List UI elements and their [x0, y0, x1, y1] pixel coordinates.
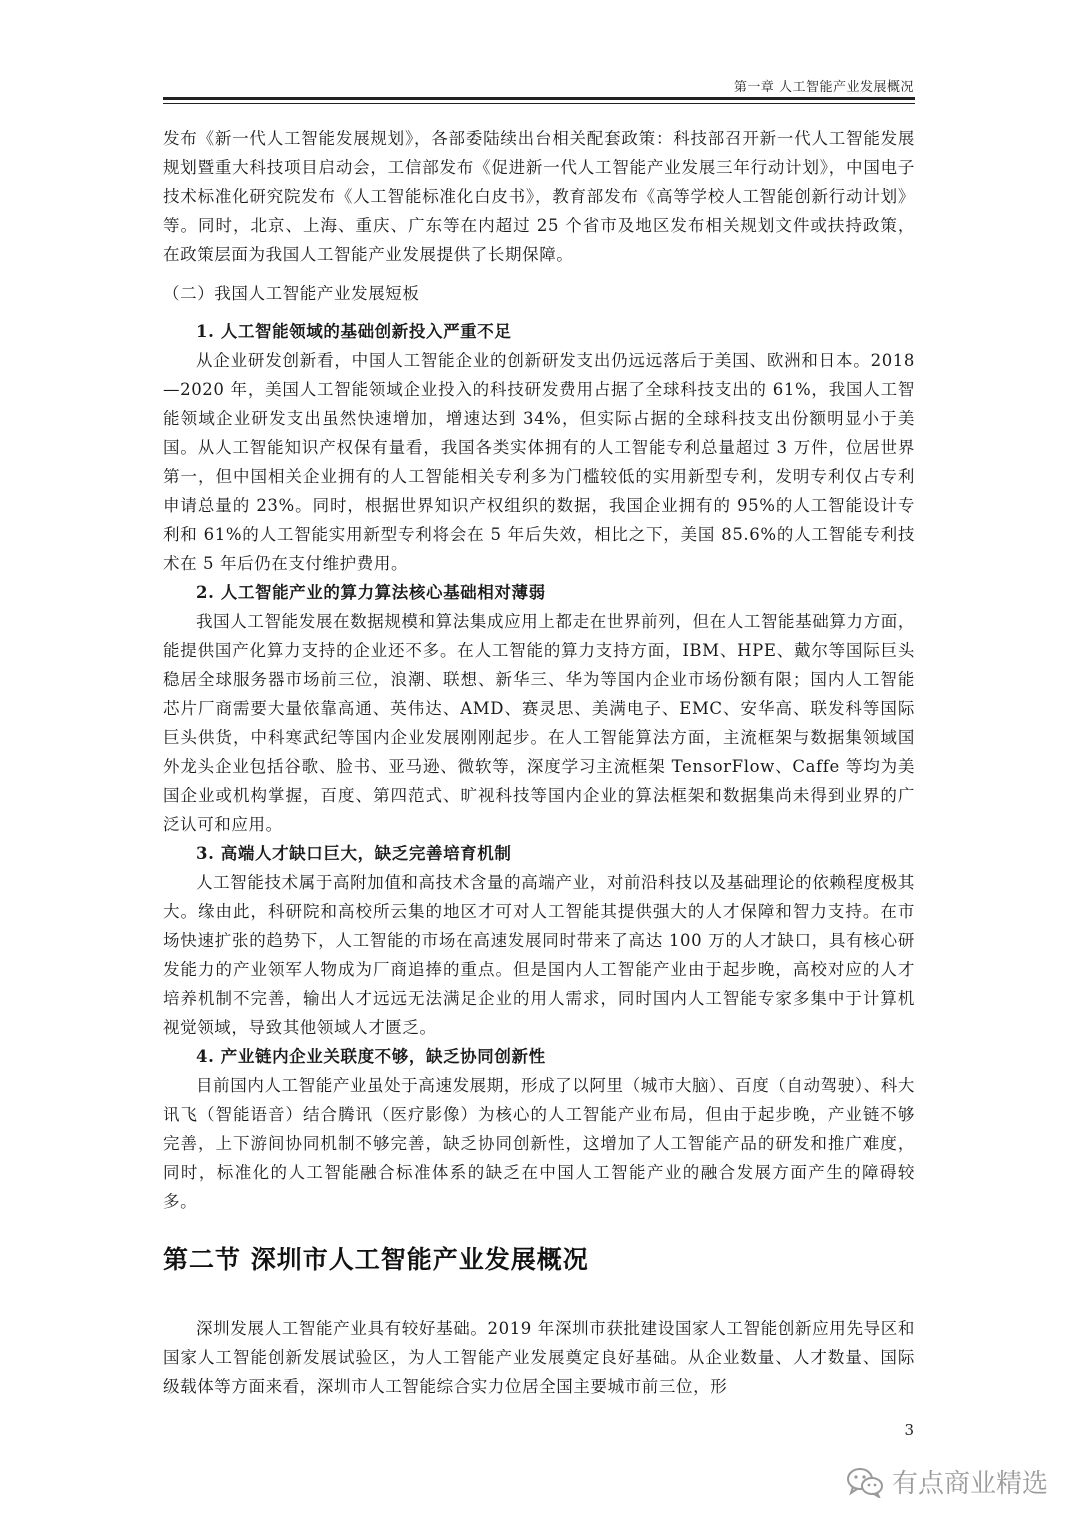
- item-heading-3: 3. 高端人才缺口巨大，缺乏完善培育机制: [196, 844, 512, 863]
- item-paragraph-1: 从企业研发创新看，中国人工智能企业的创新研发支出仍远远落后于美国、欧洲和日本。2018—2020 年，美国人工智能领域企业投入的科技研发费用占据了全球科技支出的 61%，我国人工智能领域企业研发支出虽然快速增加，增速达到 34%，但实际占据的全球科技支出份额明显小于美国。从人工智能知识产权保有量看，我国各类实体拥有的人工智能专利总量超过 3 万件，位居世界第一，但中国相关企业拥有的人工智能相关专利多为门槛较低的实用新型专利，发明专利仅占专利申请总量的 23%。同时，根据世界知识产权组织的数据，我国企业拥有的 95%的人工智能设计专利和 61%的人工智能实用新型专利将会在 5 年后失效，相比之下，美国 85.6%的人工智能专利技术在 5 年后仍在支付维护费用。: [163, 351, 915, 573]
- section-title: 第二节 深圳市人工智能产业发展概况: [163, 1245, 589, 1274]
- header-rule-thin: [163, 103, 915, 104]
- subsection-title: （二）我国人工智能产业发展短板: [163, 284, 420, 303]
- item-paragraph-4: 目前国内人工智能产业虽处于高速发展期，形成了以阿里（城市大脑）、百度（自动驾驶）、科大讯飞（智能语音）结合腾讯（医疗影像）为核心的人工智能产业布局，但由于起步晚，产业链不够完善，上下游间协同机制不够完善，缺乏协同创新性，这增加了人工智能产品的研发和推广难度，同时，标准化的人工智能融合标准体系的缺乏在中国人工智能产业的融合发展方面产生的障碍较多。: [163, 1076, 915, 1211]
- intro-paragraph: 发布《新一代人工智能发展规划》，各部委陆续出台相关配套政策：科技部召开新一代人工智能发展规划暨重大科技项目启动会，工信部发布《促进新一代人工智能产业发展三年行动计划》，中国电子技术标准化研究院发布《人工智能标准化白皮书》，教育部发布《高等学校人工智能创新行动计划》等。同时，北京、上海、重庆、广东等在内超过 25 个省市及地区发布相关规划文件或扶持政策，在政策层面为我国人工智能产业发展提供了长期保障。: [163, 129, 915, 264]
- wechat-icon: [846, 1466, 884, 1498]
- item-paragraph-3: 人工智能技术属于高附加值和高技术含量的高端产业，对前沿科技以及基础理论的依赖程度极其大。缘由此，科研院和高校所云集的地区才可对人工智能其提供强大的人才保障和智力支持。在市场快速扩张的趋势下，人工智能的市场在高速发展同时带来了高达 100 万的人才缺口，具有核心研发能力的产业领军人物成为厂商追捧的重点。但是国内人工智能产业由于起步晚，高校对应的人才培养机制不完善，输出人才远远无法满足企业的用人需求，同时国内人工智能专家多集中于计算机视觉领域，导致其他领域人才匮乏。: [163, 873, 915, 1037]
- item-heading-1: 1. 人工智能领域的基础创新投入严重不足: [196, 322, 512, 341]
- page-number: 3: [904, 1421, 914, 1439]
- section-paragraph: 深圳发展人工智能产业具有较好基础。2019 年深圳市获批建设国家人工智能创新应用先导区和国家人工智能创新发展试验区，为人工智能产业发展奠定良好基础。从企业数量、人才数量、国际级载体等方面来看，深圳市人工智能综合实力位居全国主要城市前三位，形: [163, 1319, 915, 1396]
- header-rule-thick: [163, 97, 915, 100]
- watermark: [846, 1463, 1048, 1500]
- page-body: [163, 124, 915, 1401]
- item-heading-4: 4. 产业链内企业关联度不够，缺乏协同创新性: [196, 1047, 546, 1066]
- item-paragraph-2: 我国人工智能发展在数据规模和算法集成应用上都走在世界前列，但在人工智能基础算力方面，能提供国产化算力支持的企业还不多。在人工智能的算力支持方面，IBM、HPE、戴尔等国际巨头稳居全球服务器市场前三位，浪潮、联想、新华三、华为等国内企业市场份额有限；国内人工智能芯片厂商需要大量依靠高通、英伟达、AMD、赛灵思、美满电子、EMC、安华高、联发科等国际巨头供货，中科寒武纪等国内企业发展刚刚起步。在人工智能算法方面，主流框架与数据集领域国外龙头企业包括谷歌、脸书、亚马逊、微软等，深度学习主流框架 TensorFlow、Caffe 等均为美国企业或机构掌握，百度、第四范式、旷视科技等国内企业的算法框架和数据集尚未得到业界的广泛认可和应用。: [163, 612, 915, 834]
- watermark-text: 有点商业精选: [891, 1469, 1048, 1499]
- item-heading-2: 2. 人工智能产业的算力算法核心基础相对薄弱: [196, 583, 546, 602]
- running-header: 第一章 人工智能产业发展概况: [733, 80, 914, 95]
